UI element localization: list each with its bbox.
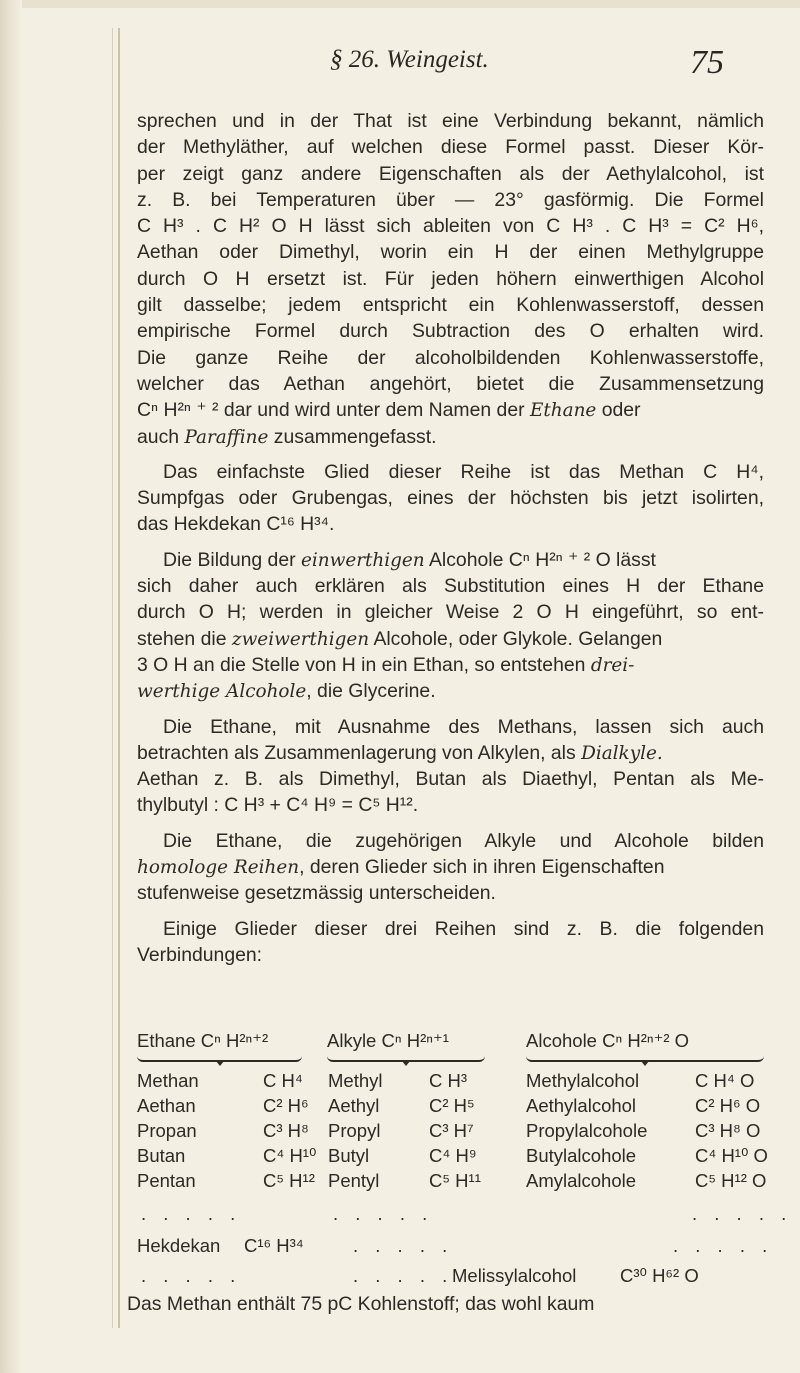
italic-term: Paraffine: [184, 426, 269, 448]
text-line: per zeigt ganz andere Eigenschaften als der Aethylalcohol, ist: [137, 162, 764, 185]
table-row: [137, 1095, 767, 1120]
column-header-alkyle: Alkyle Cⁿ H²ⁿ⁺¹: [327, 1030, 449, 1051]
text-line: sich daher auch erklären als Substitution eines H der Ethane: [137, 575, 764, 598]
table-cell: Propan: [137, 1120, 197, 1141]
table-cell: Aethyl: [328, 1095, 380, 1116]
table-cell: Aethylalcohol: [526, 1095, 637, 1116]
table-cell: C⁴ H⁹: [429, 1145, 477, 1166]
table-cell: C³⁰ H⁶² O: [620, 1265, 699, 1286]
table-cell: Pentan: [137, 1170, 196, 1191]
ellipsis: . . . . .: [692, 1203, 793, 1224]
text-line: [137, 678, 764, 704]
table-row: [137, 1145, 767, 1170]
text-line: Einige Glieder dieser drei Reihen sind z. B. die folgenden: [163, 917, 764, 940]
table-cell: C² H⁵: [429, 1095, 475, 1116]
italic-term: homologe Reihen: [137, 857, 300, 879]
gutter-line: [118, 28, 120, 1328]
text-line: [137, 626, 764, 652]
italic-term: drei-: [590, 654, 635, 676]
page-number: 75: [690, 44, 724, 81]
table-cell: C⁵ H¹² O: [695, 1170, 767, 1191]
text-run: zusammengefasst.: [273, 425, 437, 448]
hekdekan-row: [137, 1235, 774, 1265]
table-cell: C² H⁶: [263, 1095, 309, 1116]
column-header-alcohole: Alcohole Cⁿ H²ⁿ⁺² O: [526, 1030, 690, 1051]
italic-term: einwerthigen: [300, 549, 425, 571]
table-header-row: [137, 1030, 767, 1070]
text-line: Die ganze Reihe der alcoholbildenden Kohlenwasserstoffe,: [137, 346, 764, 369]
table-cell: Propylalcohole: [526, 1120, 648, 1141]
text-line: durch O H ersetzt ist. Für jeden höhern einwerthigen Alcohol: [137, 267, 764, 290]
text-line: [137, 652, 764, 678]
text-run: 3 O H an die Stelle von H in ein Ethan, so entstehen: [137, 653, 586, 676]
table-cell: C³ H⁸: [263, 1120, 309, 1141]
text-run: betrachten als Zusammenlagerung von Alkylen, als: [137, 741, 576, 764]
text-line: das Hekdekan C¹⁶ H³⁴.: [137, 513, 335, 536]
table-row: [137, 1070, 767, 1095]
ellipsis-row: [137, 1195, 793, 1235]
table-cell: C² H⁶ O: [695, 1095, 761, 1116]
table-cell: Aethan: [137, 1095, 196, 1116]
italic-term: werthige Alcohole: [137, 681, 307, 703]
italic-term: Dialkyle.: [581, 742, 663, 764]
text-line: gilt dasselbe; jedem entspricht ein Kohlenwasserstoff, dessen: [137, 294, 764, 317]
text-run: stehen die: [137, 627, 227, 650]
text-run: Alcohole Cⁿ H²ⁿ ⁺ ² O lässt: [428, 548, 656, 571]
text-line: Die Ethane, die zugehörigen Alkyle und Alcohole bilden: [163, 829, 764, 852]
table-cell: C⁴ H¹⁰: [263, 1145, 317, 1166]
header-brace: [137, 1052, 302, 1062]
table-cell: Butylalcohole: [526, 1145, 637, 1166]
text-line: sprechen und in der That ist eine Verbindung bekannt, nämlich: [137, 110, 764, 132]
column-header-ethane: Ethane Cⁿ H²ⁿ⁺²: [137, 1030, 269, 1051]
text-run: oder: [601, 399, 641, 422]
table-cell: Amylalcohole: [526, 1170, 637, 1191]
text-run: Cⁿ H²ⁿ ⁺ ² dar und wird unter dem Namen der: [137, 399, 525, 422]
italic-term: Ethane: [529, 400, 597, 422]
table-cell: Methan: [137, 1070, 199, 1091]
table-cell: C⁵ H¹²: [263, 1170, 315, 1191]
table-cell: Hekdekan: [137, 1235, 221, 1256]
text-line: Die Ethane, mit Ausnahme des Methans, lassen sich auch: [163, 715, 764, 738]
body-text: [137, 108, 764, 968]
table-cell: C⁵ H¹¹: [429, 1170, 481, 1191]
text-line: C H³ . C H² O H lässt sich ableiten von C H³ . C H³ = C² H⁶,: [137, 215, 764, 238]
text-line: [137, 424, 764, 450]
text-run: Alcohole, oder Glykole. Gelangen: [373, 627, 663, 650]
table-cell: C¹⁶ H³⁴: [244, 1235, 304, 1256]
gutter-shadow: [112, 28, 113, 1328]
table-cell: C³ H⁷: [429, 1120, 474, 1141]
ellipsis: . . . . .: [353, 1235, 454, 1256]
text-run: Die Bildung der: [163, 548, 296, 571]
table-row: [137, 1170, 767, 1195]
text-line: [137, 740, 764, 766]
ellipsis: . . . . .: [353, 1265, 454, 1286]
text-line: [137, 397, 764, 423]
table-cell: Methyl: [328, 1070, 383, 1091]
text-line: thylbutyl : C H³ + C⁴ H⁹ = C⁵ H¹².: [137, 794, 419, 817]
melissyl-row: [137, 1265, 767, 1293]
text-run: , die Glycerine.: [306, 680, 436, 703]
header-brace: [327, 1052, 485, 1062]
page-header: [0, 44, 800, 92]
facing-page-edge: [0, 0, 22, 1373]
table-cell: C H⁴: [263, 1070, 303, 1091]
text-line: durch O H; werden in gleicher Weise 2 O H eingeführt, so ent-: [137, 601, 764, 624]
text-run: , deren Glieder sich in ihren Eigenschaften: [299, 856, 665, 879]
text-line: Das einfachste Glied dieser Reihe ist das Methan C H⁴,: [163, 460, 764, 483]
text-line: der Methyläther, auf welchen diese Formel passt. Dieser Kör-: [137, 136, 764, 159]
text-line: Aethan oder Dimethyl, worin ein H der einen Methylgruppe: [137, 241, 764, 264]
text-line: z. B. bei Temperaturen über — 23° gasförmig. Die Formel: [137, 188, 764, 211]
text-line: empirische Formel durch Subtraction des O erhalten wird.: [137, 320, 764, 343]
ellipsis: . . . . .: [333, 1203, 434, 1224]
running-head: § 26. Weingeist.: [330, 46, 489, 73]
table-cell: Propyl: [328, 1120, 381, 1141]
text-line: [137, 854, 764, 880]
table-cell: Pentyl: [328, 1170, 380, 1191]
italic-term: zweiwerthigen: [231, 628, 370, 650]
footer-line: [127, 1293, 767, 1318]
table-cell: C³ H⁸ O: [695, 1120, 761, 1141]
table-cell: C H³: [429, 1070, 468, 1091]
header-brace: [526, 1052, 764, 1062]
ellipsis: . . . . .: [141, 1265, 242, 1286]
table-cell: Methylalcohol: [526, 1070, 640, 1091]
table-cell: Butan: [137, 1145, 186, 1166]
text-line: [137, 547, 764, 573]
text-line: Sumpfgas oder Grubengas, eines der höchsten bis jetzt isolirten,: [137, 487, 764, 510]
text-line: Verbindungen:: [137, 943, 263, 966]
homologous-series-table: [127, 1030, 793, 1318]
text-line: stufenweise gesetzmässig unterscheiden.: [137, 882, 496, 905]
page-top-band: [0, 0, 800, 8]
text-run: auch: [137, 425, 180, 448]
table-cell: Melissylalcohol: [452, 1265, 577, 1286]
text-line: welcher das Aethan angehört, bietet die Zusammensetzung: [137, 372, 764, 395]
text-line: Das Methan enthält 75 pC Kohlenstoff; das wohl kaum: [127, 1293, 595, 1315]
text-line: Aethan z. B. als Dimethyl, Butan als Diaethyl, Pentan als Me-: [137, 768, 764, 791]
ellipsis: . . . . .: [673, 1235, 774, 1256]
table-cell: C H⁴ O: [695, 1070, 755, 1091]
table-cell: Butyl: [328, 1145, 370, 1166]
table-cell: C⁴ H¹⁰ O: [695, 1145, 768, 1166]
ellipsis: . . . . .: [141, 1203, 242, 1224]
table-row: [137, 1120, 767, 1145]
